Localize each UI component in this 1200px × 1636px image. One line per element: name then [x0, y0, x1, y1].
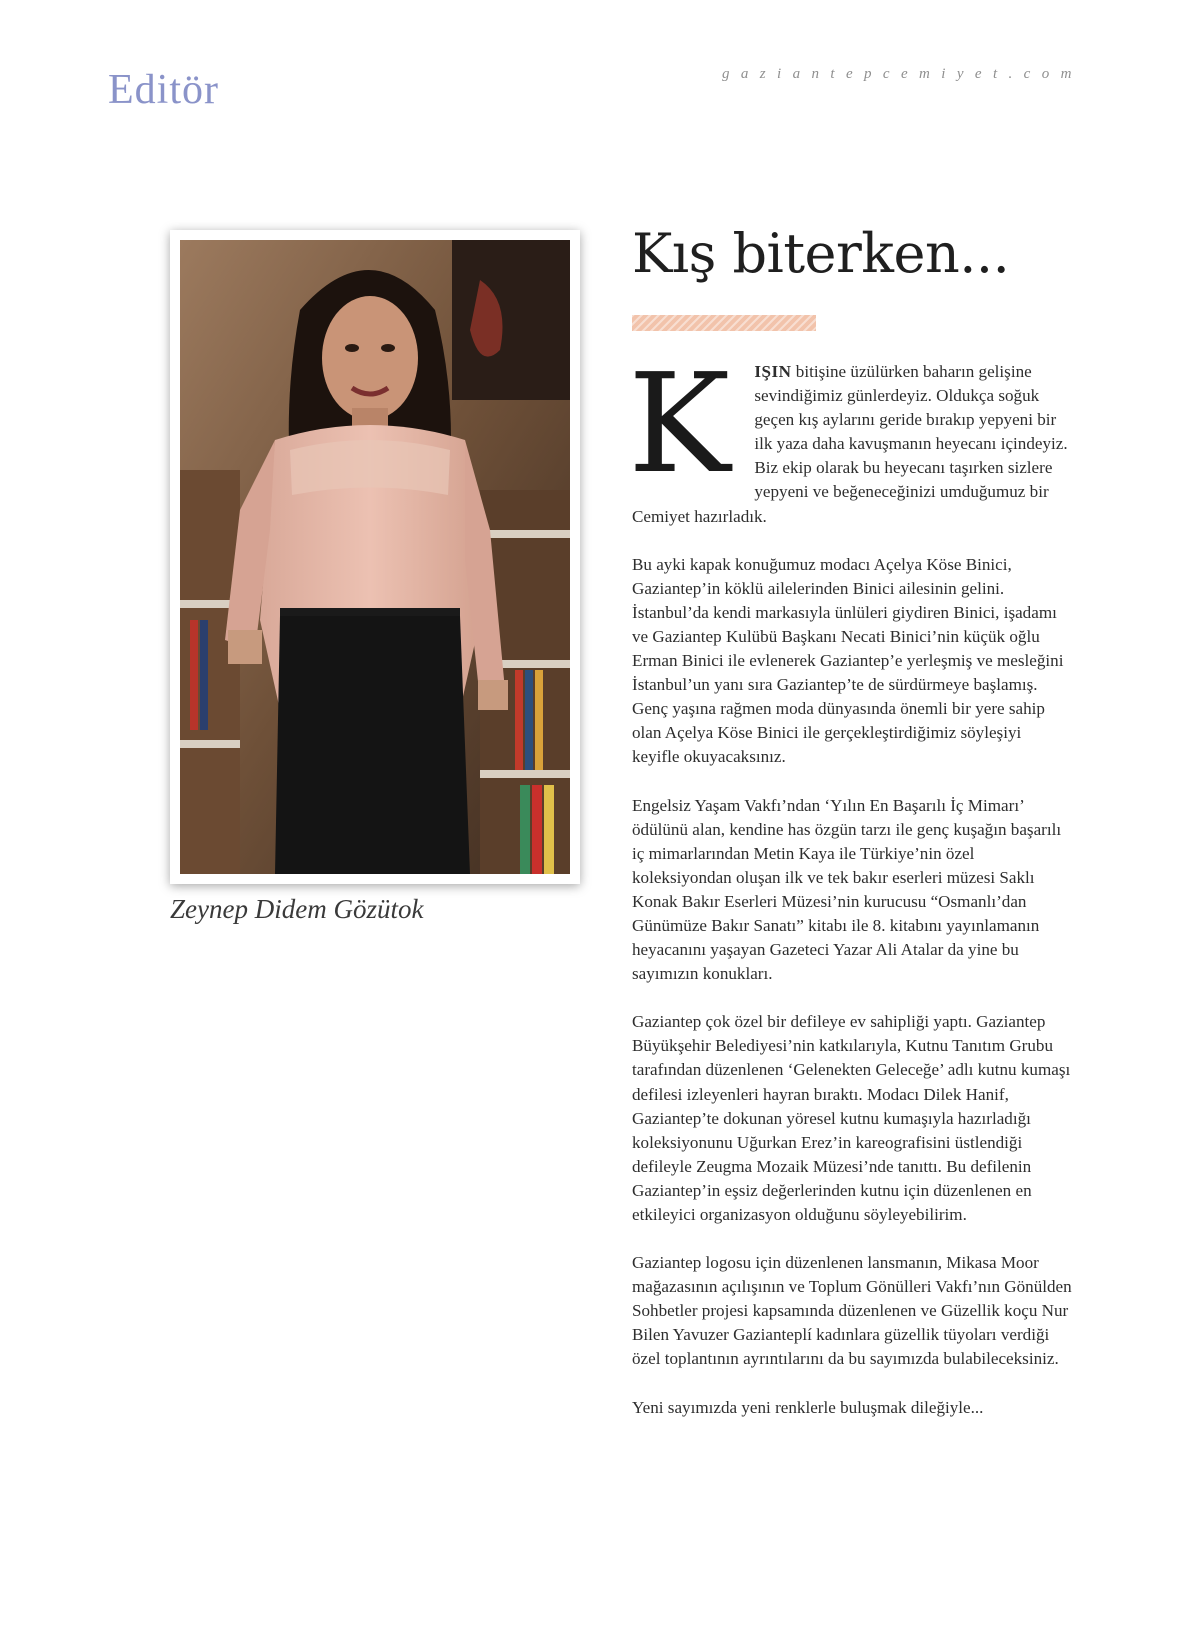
article-body: [628, 345, 1072, 1444]
article-title: Kış biterken...: [632, 222, 1010, 285]
article-paragraph-3: Engelsiz Yaşam Vakfı’ndan ‘Yılın En Başarılı İç Mimarı’ ödülünü alan, kendine has özgün tarzı ile genç kuşağın başarılı iç mimarlarından Metin Kaya ile Türkiye’nin özel koleksiyondan oluşan ilk ve tek bakır eserleri müzesi Saklı Konak Bakır Eserleri Müzesi’nin kurucusu “Osmanlı’dan Günümüze Bakır Sanatı” kitabı ile 8. kitabını yayınlamanın heyacanını yaşayan Gazeteci Yazar Ali Atalar da yine bu sayımızın konukları.: [632, 795, 1062, 984]
photo-caption: Zeynep Didem Gözütok: [170, 894, 424, 924]
paragraph-text: bitişine üzülürken baharın gelişine sevindiğimiz günlerdeyiz. Oldukça soğuk geçen kış aylarını geride bırakıp yepyeni bir ilk yaza daha kavuşmanın heyecanı içindeyiz. Biz ekip olarak bu heyecanı taşırken sizlere yepyeni ve beğeneceğinizi umduğumuz bir Cemiyet hazırladık.: [632, 362, 1068, 526]
editor-photo: [180, 240, 570, 874]
article-paragraph-5: Gaziantep logosu için düzenlenen lansmanın, Mikasa Moor mağazasının açılışının ve Toplum Gönülleri Vakfı’nın Gönülden Sohbetler projesi kapsamında düzenlenen ve Güzellik koçu Nur Bilen Yavuzer Gazianteplí kadınlara güzellik tüyoları verdiği özel toplantının ayrıntılarını da bu sayımızda bulabileceksiniz.: [632, 1253, 1072, 1369]
article-closing-line: Yeni sayımızda yeni renklerle buluşmak dileğiyle...: [632, 1397, 984, 1417]
section-title: Editör: [108, 67, 219, 113]
website-address: gaziantepcemiyet.com: [722, 66, 1083, 82]
article-paragraph-1: [628, 345, 1072, 529]
article-paragraph-4: Gaziantep çok özel bir defileye ev sahipliği yaptı. Gaziantep Büyükşehir Belediyesi’nin katkılarıyla, Kutnu Tanıtım Grubu tarafından düzenlenen ‘Gelenekten Geleceğe’ adlı kutnu kumaşı defilesi izleyenleri hayran bıraktı. Modacı Dilek Hanif, Gaziantep’te dokunan yöresel kutnu kumaşıyla hazırladığı koleksiyonunu Uğurkan Erez’in kareografisini üstlendiği defileyle Zeugma Mozaik Müzesi’nde tanıttı. Bu defilenin Gaziantep’in eşsiz değerlerinden kutnu için düzenlenen en etkileyici organizasyon olduğunu söyleyebilirim.: [632, 1012, 1071, 1224]
editor-photo-frame: [170, 230, 580, 884]
title-divider: [632, 315, 816, 331]
lead-word: IŞIN: [754, 362, 792, 381]
drop-cap: K: [628, 345, 731, 504]
article-paragraph-2: Bu ayki kapak konuğumuz modacı Açelya Köse Binici, Gaziantep’in köklü ailelerinden Binici ailesinin gelini. İstanbul’da kendi markasıyla ünlüleri giydiren Binici, işadamı ve Gaziantep Kulübü Başkanı Necati Binici’nin küçük oğlu Erman Binici ile evlenerek Gaziantep’e yerleşmiş ve mesleğini İstanbul’un yanı sıra Gaziantep’te de sürdürmeye başlamış. Genç yaşına rağmen moda dünyasında önemli bir yere sahip olan Açelya Köse Binici ile gerçekleştirdiğimiz söyleşiyi keyifle okuyacaksınız.: [632, 554, 1064, 767]
